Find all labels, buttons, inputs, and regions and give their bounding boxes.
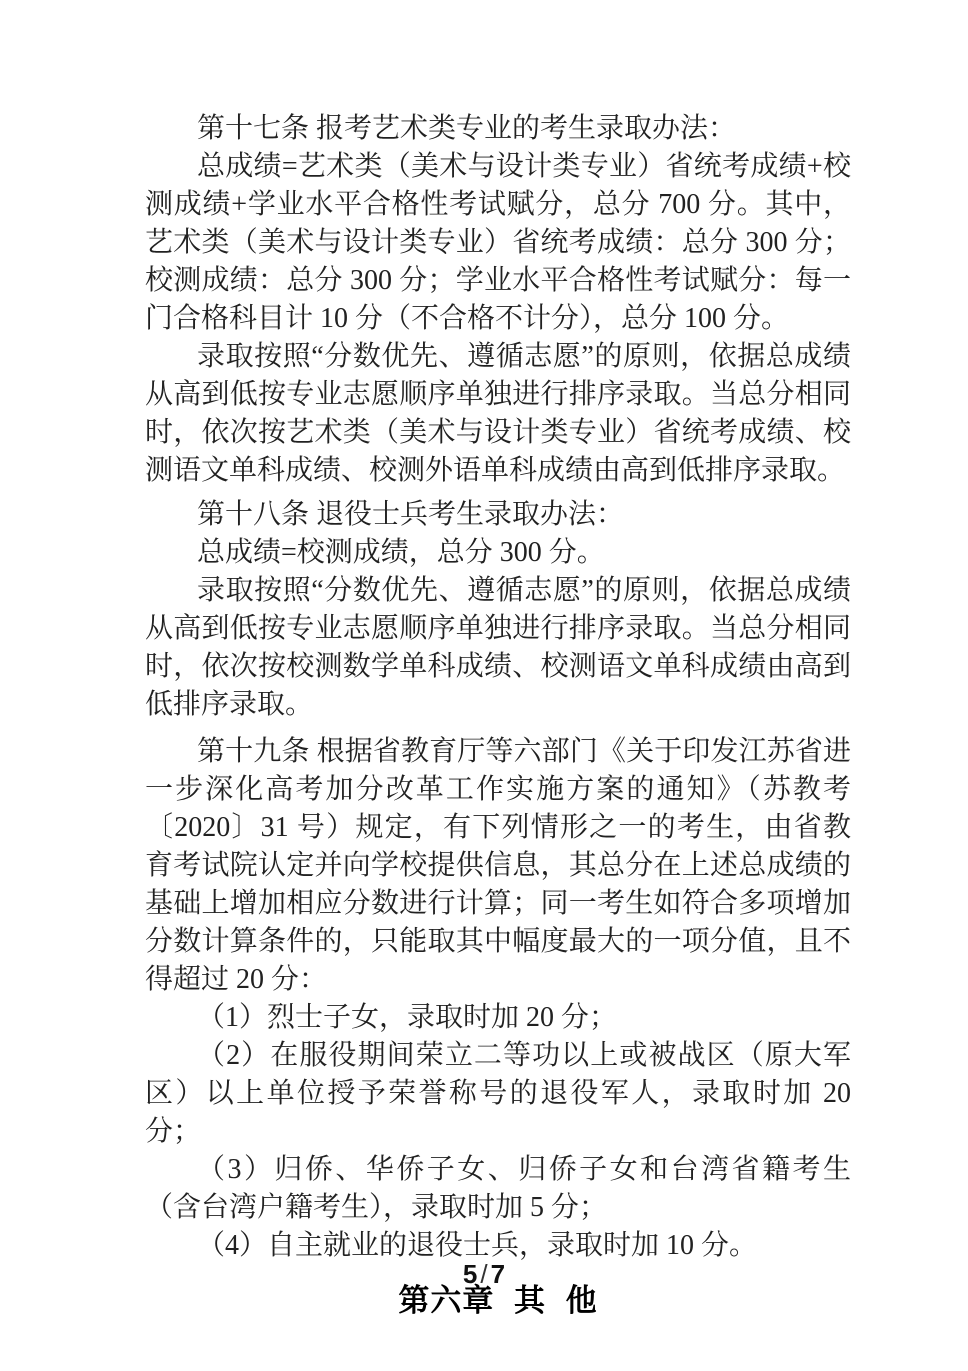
article-17-rule: 录取按照“分数优先、遵循志愿”的原则，依据总成绩从高到低按专业志愿顺序单独进行排序录取。当总分相同时，依次按艺术类（美术与设计类专业）省统考成绩、校测语文单科成绩、校测外语单科成绩由高到低排序录取。 [145, 341, 851, 486]
article-18-rule: 录取按照“分数优先、遵循志愿”的原则，依据总成绩从高到低按专业志愿顺序单独进行排序录取。当总分相同时，依次按校测数学单科成绩、校测语文单科成绩由高到低排序录取。 [145, 575, 851, 720]
page-number-current: 5 [462, 1259, 478, 1289]
document-body [145, 110, 851, 1321]
chapter-heading: 第六章 其 他 [398, 1283, 598, 1318]
page-number-separator: / [480, 1259, 488, 1289]
bonus-item-2: （2）在服役期间荣立二等功以上或被战区（原大军区）以上单位授予荣誉称号的退役军人，录取时加 20 分； [145, 1040, 851, 1147]
bonus-item-1: （1）烈士子女，录取时加 20 分； [197, 1002, 618, 1033]
bonus-item-3: （3）归侨、华侨子女、归侨子女和台湾省籍考生（含台湾户籍考生），录取时加 5 分； [145, 1154, 851, 1223]
article-17-formula: 总成绩=艺术类（美术与设计类专业）省统考成绩+校测成绩+学业水平合格性考试赋分，总分 700 分。其中，艺术类（美术与设计类专业）省统考成绩：总分 300 分；校测成绩：总分 300 分；学业水平合格性考试赋分：每一门合格科目计 10 分（不合格不计分），总分 100 分。 [145, 151, 851, 334]
article-19-intro: 第十九条 根据省教育厅等六部门《关于印发江苏省进一步深化高考加分改革工作实施方案的通知》（苏教考〔2020〕31 号）规定，有下列情形之一的考生，由省教育考试院认定并向学校提供信息，其总分在上述总成绩的基础上增加相应分数进行计算；同一考生如符合多项增加分数计算条件的，只能取其中幅度最大的一项分值，且不得超过 20 分： [145, 736, 851, 995]
article-18-heading: 第十八条 退役士兵考生录取办法： [197, 499, 625, 530]
article-17-heading: 第十七条 报考艺术类专业的考生录取办法： [197, 113, 737, 144]
article-18-formula: 总成绩=校测成绩，总分 300 分。 [197, 537, 605, 568]
page-number [0, 1258, 968, 1290]
bonus-item-4: （4）自主就业的退役士兵，录取时加 10 分。 [197, 1230, 758, 1261]
page-number-total: 7 [490, 1259, 506, 1289]
